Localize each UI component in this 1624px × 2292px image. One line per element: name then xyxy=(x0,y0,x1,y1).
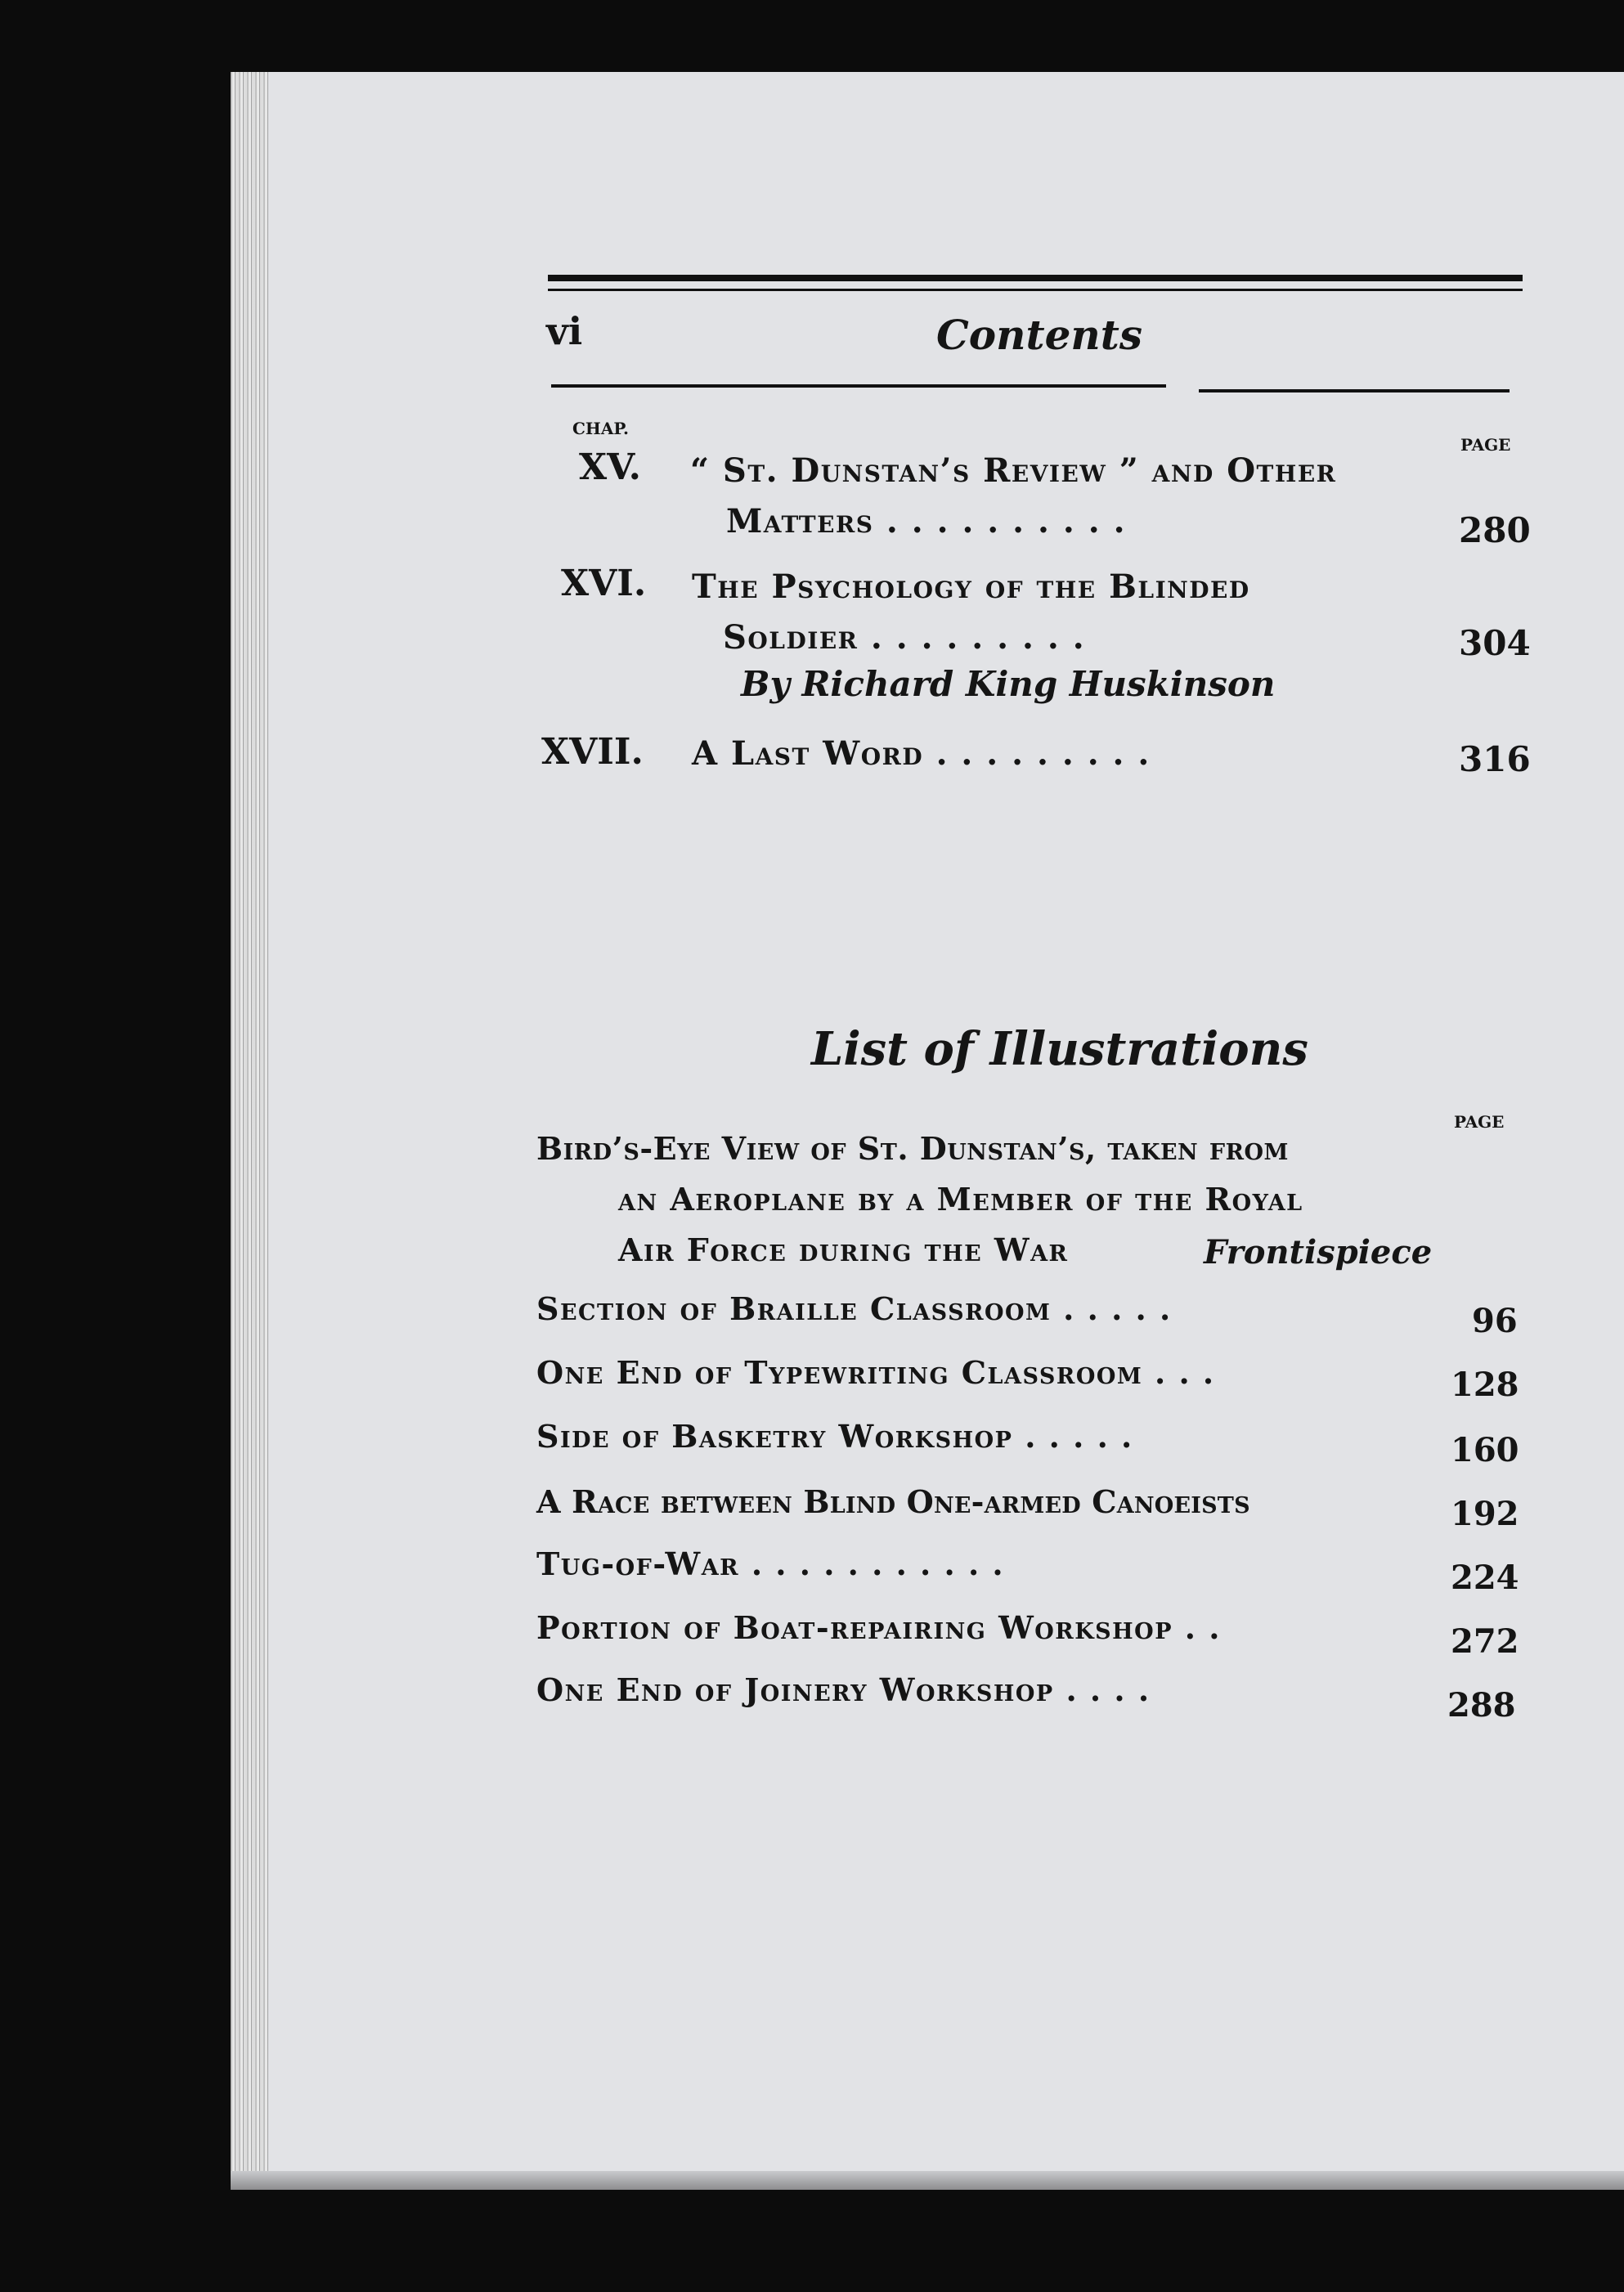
chapter-page: 304 xyxy=(1459,623,1531,663)
illustration-page: 192 xyxy=(1451,1495,1519,1533)
page-spine-edge xyxy=(231,72,268,2190)
running-title: Contents xyxy=(936,311,1143,359)
contents-page-label: PAGE xyxy=(1460,435,1511,455)
illustration-title: Bird’s-Eye View of St. Dunstan’s, taken from xyxy=(536,1130,1289,1167)
illustration-page: 288 xyxy=(1447,1686,1516,1725)
illustration-title-cont: an Aeroplane by a Member of the Royal xyxy=(618,1181,1303,1218)
illustration-page: 160 xyxy=(1451,1431,1519,1469)
illustration-title: Portion of Boat-repairing Workshop . . xyxy=(536,1609,1221,1646)
chapter-title: “ St. Dunstan’s Review ” and Other xyxy=(690,451,1337,490)
illustration-title: One End of Typewriting Classroom . . . xyxy=(536,1354,1215,1391)
chapter-page: 316 xyxy=(1459,739,1531,779)
page-number: vi xyxy=(546,309,583,353)
chapter-number: XVI. xyxy=(561,563,647,604)
header-rule-thin xyxy=(548,289,1523,291)
illustration-title: One End of Joinery Workshop . . . . xyxy=(536,1671,1151,1708)
chapter-number: XV. xyxy=(579,446,641,488)
chap-label: CHAP. xyxy=(572,419,630,438)
chapter-title-cont: Soldier . . . . . . . . . xyxy=(723,618,1086,657)
illustration-page: 224 xyxy=(1451,1559,1519,1597)
illustrations-title: List of Illustrations xyxy=(811,1022,1308,1076)
chapter-byline: By Richard King Huskinson xyxy=(741,664,1276,704)
illustration-title: A Race between Blind One-armed Canoeists xyxy=(536,1483,1250,1520)
chapter-number: XVII. xyxy=(541,731,644,773)
header-underline-right xyxy=(1199,389,1510,392)
illustration-page: 128 xyxy=(1451,1366,1519,1404)
chapter-title: The Psychology of the Blinded xyxy=(692,567,1250,606)
illustration-page: 272 xyxy=(1451,1622,1519,1661)
illustration-title: Side of Basketry Workshop . . . . . xyxy=(536,1418,1133,1455)
illustrations-page-label: PAGE xyxy=(1454,1112,1505,1132)
header-underline-left xyxy=(551,384,1166,388)
illustration-title: Section of Braille Classroom . . . . . xyxy=(536,1290,1172,1327)
chapter-page: 280 xyxy=(1459,510,1531,550)
illustration-page: Frontispiece xyxy=(1204,1233,1433,1272)
illustration-title-cont: Air Force during the War xyxy=(618,1231,1069,1268)
page-bottom-edge xyxy=(231,2171,1624,2190)
header-rule-thick xyxy=(548,275,1523,281)
illustration-page: 96 xyxy=(1472,1302,1518,1340)
chapter-title-cont: Matters . . . . . . . . . . xyxy=(726,502,1126,540)
illustration-title: Tug-of-War . . . . . . . . . . . xyxy=(536,1545,1005,1582)
chapter-title: A Last Word . . . . . . . . . xyxy=(692,734,1151,773)
